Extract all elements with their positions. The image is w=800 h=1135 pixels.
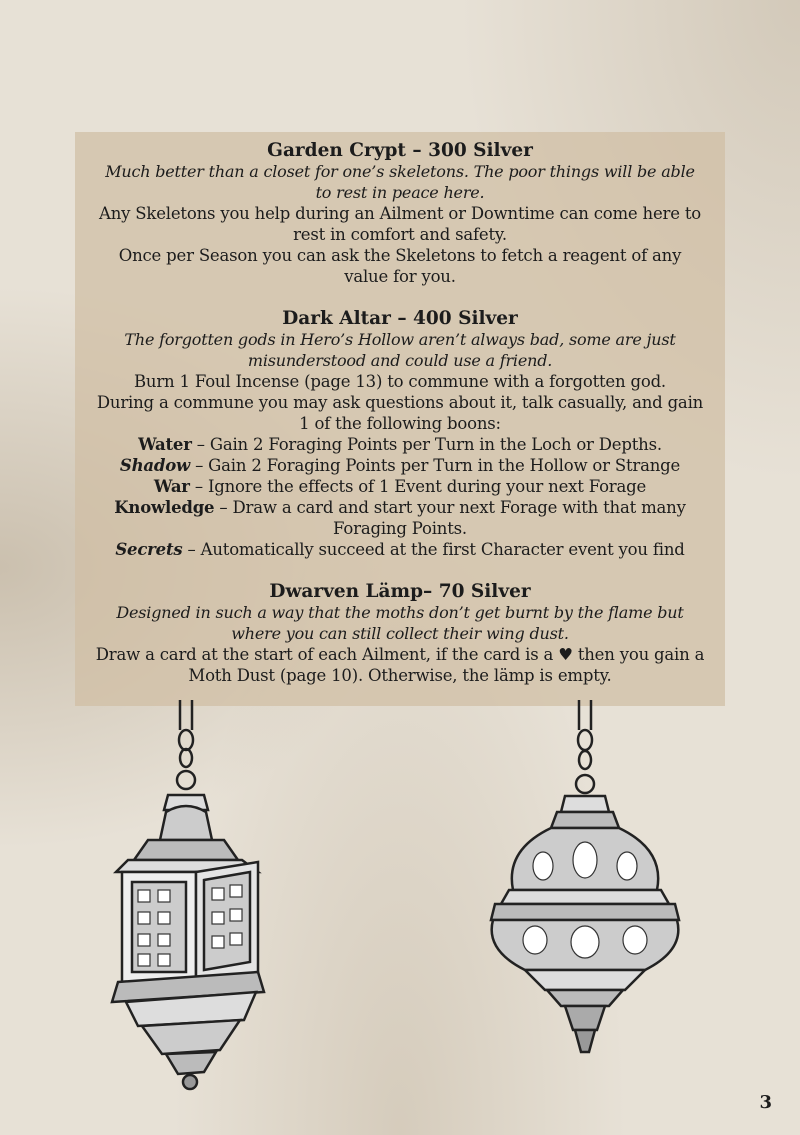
round-lantern-icon <box>485 700 685 1065</box>
flavor-text: Much better than a closet for one’s skeletons. The poor things will be able to rest in peace here. <box>105 162 695 202</box>
square-lantern-icon <box>108 700 278 1095</box>
boon-text: – Gain 2 Foraging Points per Turn in the Hollow or Strange <box>190 456 681 475</box>
rule-text: Any Skeletons you help during an Ailment or Downtime can come here to rest in comfort and safety. <box>99 204 701 244</box>
boon-name: Water <box>138 435 192 454</box>
boon-water <box>95 434 705 455</box>
rule-text: During a commune you may ask questions about it, talk casually, and gain 1 of the following boons: <box>96 393 704 433</box>
section-dwarven-lamp <box>95 581 705 686</box>
page-number: 3 <box>759 1092 772 1113</box>
boon-text: – Automatically succeed at the first Character event you find <box>182 540 685 559</box>
boon-name: Secrets <box>115 540 183 559</box>
boon-name: War <box>153 477 190 496</box>
section-heading: Dark Altar – 400 Silver <box>282 308 518 329</box>
boon-secrets <box>95 539 705 560</box>
section-garden-crypt <box>95 140 705 287</box>
boon-text: – Draw a card and start your next Forage with that many Foraging Points. <box>214 498 686 538</box>
boon-knowledge <box>95 497 705 539</box>
rule-text: Once per Season you can ask the Skeletons to fetch a reagent of any value for you. <box>118 246 682 286</box>
flavor-text: The forgotten gods in Hero’s Hollow aren’t always bad, some are just misunderstood and could use a friend. <box>124 330 676 370</box>
content-panel <box>75 132 725 706</box>
section-heading: Dwarven Lämp– 70 Silver <box>269 581 531 602</box>
boon-name: Shadow <box>119 456 191 475</box>
boon-shadow <box>95 455 705 476</box>
boon-text: – Gain 2 Foraging Points per Turn in the Loch or Depths. <box>191 435 662 454</box>
boon-war <box>95 476 705 497</box>
rule-text: Burn 1 Foul Incense (page 13) to commune with a forgotten god. <box>134 372 666 391</box>
section-dark-altar <box>95 308 705 560</box>
boon-text: – Ignore the effects of 1 Event during your next Forage <box>189 477 647 496</box>
rule-text: Draw a card at the start of each Ailment, if the card is a ♥ then you gain a Moth Dust (page 10). Otherwise, the lämp is empty. <box>95 645 705 685</box>
boon-name: Knowledge <box>114 498 215 517</box>
section-heading: Garden Crypt – 300 Silver <box>267 140 533 161</box>
flavor-text: Designed in such a way that the moths don’t get burnt by the flame but where you can still collect their wing dust. <box>116 603 684 643</box>
